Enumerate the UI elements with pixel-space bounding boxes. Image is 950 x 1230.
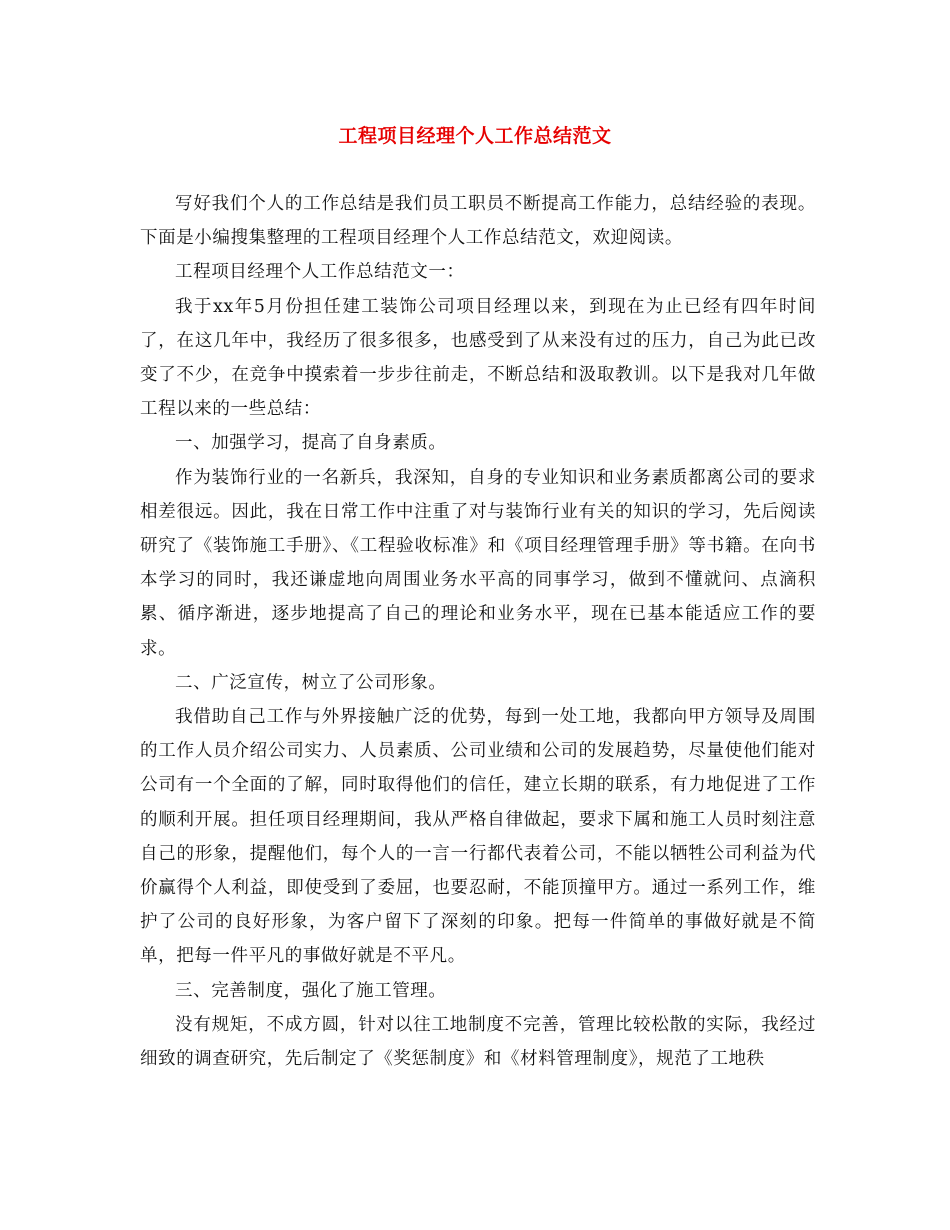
section-heading-2: 二、广泛宣传，树立了公司形象。: [175, 672, 447, 693]
paragraph-section-1: 作为装饰行业的一名新兵，我深知，自身的专业知识和业务素质都离公司的要求相差很远。因此，我在日常工作中注重了对与装饰行业有关的知识的学习，先后阅读研究了《装饰施工手册》、《工程验收标准》和《项目经理管理手册》等书籍。在向书本学习的同时，我还谦虚地向周围业务水平高的同事学习，做到不懂就问、点滴积累、循序渐进，逐步地提高了自己的理论和业务水平，现在已基本能适应工作的要求。: [140, 467, 816, 659]
paragraph-section-3: 没有规矩，不成方圆，针对以往工地制度不完善，管理比较松散的实际，我经过细致的调查研究，先后制定了《奖惩制度》和《材料管理制度》，规范了工地秩: [140, 1014, 816, 1070]
section-heading-3: 三、完善制度，强化了施工管理。: [175, 980, 447, 1001]
paragraph-section-2: 我借助自己工作与外界接触广泛的优势，每到一处工地，我都向甲方领导及周围的工作人员介绍公司实力、人员素质、公司业绩和公司的发展趋势，尽量使他们能对公司有一个全面的了解，同时取得他们的信任，建立长期的联系，有力地促进了工作的顺利开展。担任项目经理期间，我从严格自律做起，要求下属和施工人员时刻注意自己的形象，提醒他们，每个人的一言一行都代表着公司，不能以牺牲公司利益为代价赢得个人利益，即使受到了委屈，也要忍耐，不能顶撞甲方。通过一系列工作，维护了公司的良好形象，为客户留下了深刻的印象。把每一件简单的事做好就是不简单，把每一件平凡的事做好就是不平凡。: [140, 707, 816, 967]
section-heading-1: 一、加强学习，提高了自身素质。: [175, 433, 447, 454]
paragraph-intro: 写好我们个人的工作总结是我们员工职员不断提高工作能力，总结经验的表现。下面是小编搜集整理的工程项目经理个人工作总结范文，欢迎阅读。: [140, 194, 816, 249]
paragraph-sample-heading: 工程项目经理个人工作总结范文一：: [175, 262, 465, 283]
paragraph-background: 我于xx年5月份担任建工装饰公司项目经理以来，到现在为止已经有四年时间了，在这几年中，我经历了很多很多，也感受到了从来没有过的压力，自己为此已改变了不少，在竞争中摸索着一步步往前走，不断总结和汲取教训。以下是我对几年做工程以来的一些总结：: [140, 296, 816, 420]
document-title: 工程项目经理个人工作总结范文: [338, 125, 612, 147]
document-body: [140, 187, 816, 1076]
